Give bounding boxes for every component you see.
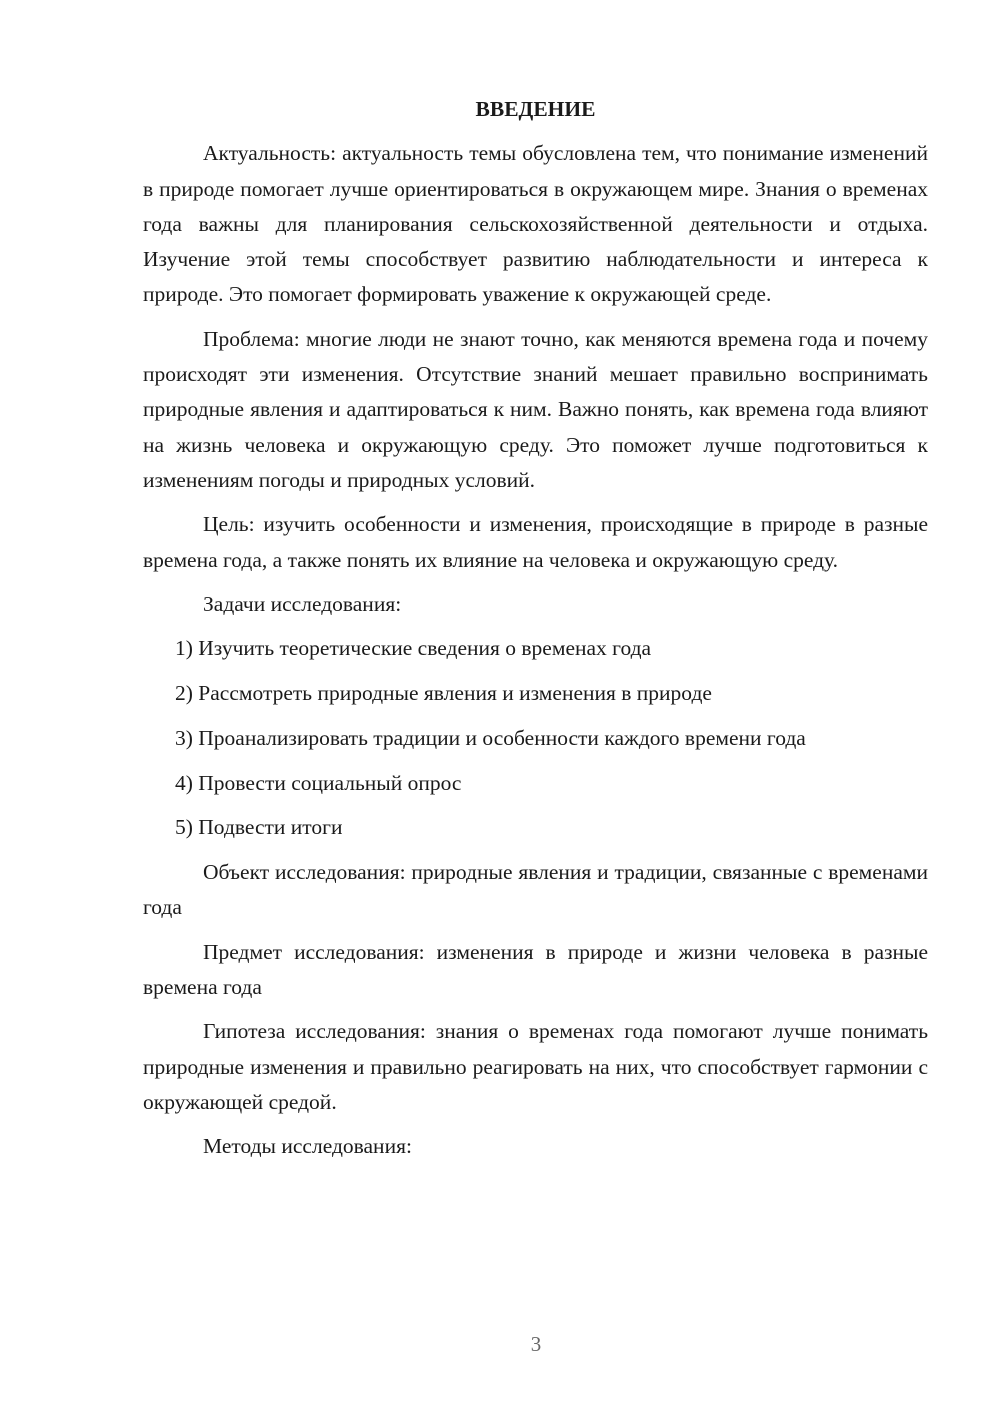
task-list-item: 3) Проанализировать традиции и особенности каждого времени года <box>175 725 806 750</box>
task-list-item: 2) Рассмотреть природные явления и изменения в природе <box>175 680 712 705</box>
tasks-heading: Задачи исследования: <box>203 591 402 616</box>
paragraph-object: Объект исследования: природные явления и традиции, связанные с временами года <box>143 860 928 920</box>
task-list-item: 4) Провести социальный опрос <box>175 770 462 795</box>
paragraph-hypothesis: Гипотеза исследования: знания о временах года помогают лучше понимать природные изменения и правильно реагировать на них, что способствует гармонии с окружающей средой. <box>143 1019 928 1114</box>
methods-heading: Методы исследования: <box>203 1134 412 1159</box>
paragraph-goal: Цель: изучить особенности и изменения, происходящие в природе в разные времена года, а также понять их влияние на человека и окружающую среду. <box>143 512 928 572</box>
paragraph-relevance: Актуальность: актуальность темы обусловлена тем, что понимание изменений в природе помогает лучше ориентироваться в окружающем мире. Знания о временах года важны для планирования сельскохозяйственной деятельности и отдыха. Изучение этой темы способствует развитию наблюдательности и интереса к природе. Это помогает формировать уважение к окружающей среде. <box>143 141 928 307</box>
page-content <box>143 92 928 1174</box>
paragraph-subject: Предмет исследования: изменения в природе и жизни человека в разные времена года <box>143 939 928 1000</box>
task-list-item: 5) Подвести итоги <box>175 815 343 840</box>
section-title: ВВЕДЕНИЕ <box>475 97 596 121</box>
page-number: 3 <box>530 1332 542 1356</box>
task-list-item: 1) Изучить теоретические сведения о временах года <box>175 636 652 661</box>
paragraph-problem: Проблема: многие люди не знают точно, как меняются времена года и почему происходят эти изменения. Отсутствие знаний мешает правильно воспринимать природные явления и адаптироваться к ним. Важно понять, как времена года влияют на жизнь человека и окружающую среду. Это поможет лучше подготовиться к изменениям погоды и природных условий. <box>143 326 928 492</box>
